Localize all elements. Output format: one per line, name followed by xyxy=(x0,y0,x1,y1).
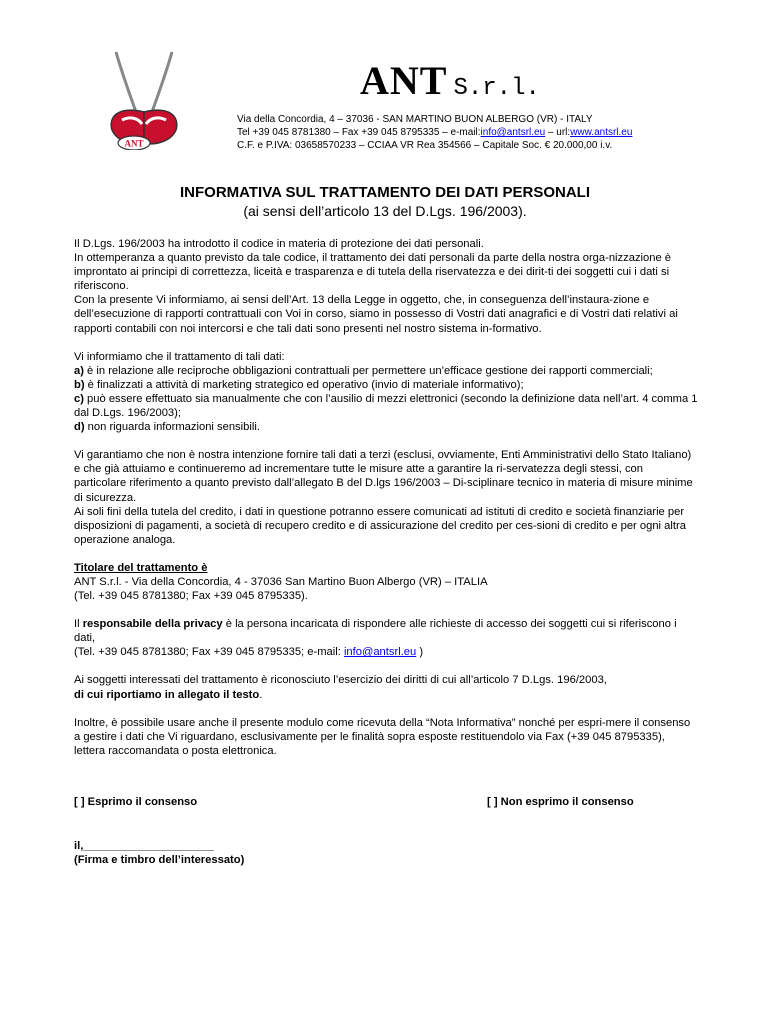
privacy-contact-pre: (Tel. +39 045 8781380; Fax +39 045 8795335; e-mail: xyxy=(74,646,344,659)
item-letter: a) xyxy=(74,364,84,377)
guarantee-paragraph: Ai soli fini della tutela del credito, i dati in questione potranno essere comunicati ad istituti di credito e società finanziarie per disposizioni di pagamenti, a società di recupero credito e di assicurazione del credito per ces-sioni di credito e per ogni altra operazione analoga. xyxy=(74,505,686,546)
titolare-line: ANT S.r.l. - Via della Concordia, 4 - 37036 San Martino Buon Albergo (VR) – ITALIA xyxy=(74,575,488,588)
signature-label: (Firma e timbro dell’interessato) xyxy=(74,854,245,866)
consent-no-checkbox[interactable]: [ ] Non esprimo il consenso xyxy=(487,796,634,808)
body-text xyxy=(74,237,698,758)
rights-end: . xyxy=(259,688,263,701)
intro-paragraph: Con la presente Vi informiamo, ai sensi dell’Art. 13 della Legge in oggetto, che, in conseguenza dell’instaura-zione e dell’esecuzione di rapporti contrattuali con Voi in corso, siamo in possesso di Vostri dati anagrafici e di Vostri dati relativi ai rapporti contabili con noi intercorsi e che tali dati sono presenti nel nostro sistema in-formativo. xyxy=(74,294,678,335)
intro-paragraph: In ottemperanza a quanto previsto da tale codice, il trattamento dei dati personali da parte della nostra orga-nizzazione è improntato ai principi di correttezza, liceità e trasparenza e di tutela della riservatezza e dei dirit-ti dei soggetti cui i dati si riferiscono. xyxy=(74,252,672,293)
company-main: ANT xyxy=(360,58,448,103)
treatment-lead: Vi informiamo che il trattamento di tali dati: xyxy=(74,350,285,363)
item-letter: c) xyxy=(74,392,84,405)
treatment-item xyxy=(74,420,698,434)
ant-logo-icon xyxy=(104,50,184,150)
item-letter: d) xyxy=(74,421,85,434)
privacy-contact-post: ) xyxy=(416,646,424,659)
item-text: non riguarda informazioni sensibili. xyxy=(84,421,260,434)
titolare-line: (Tel. +39 045 8781380; Fax +39 045 8795335). xyxy=(74,590,308,603)
header-url-link[interactable]: www.antsrl.eu xyxy=(570,127,633,138)
privacy-contact xyxy=(74,645,698,659)
privacy-bold: responsabile della privacy xyxy=(82,618,223,631)
treatment-item xyxy=(74,392,698,420)
signature-block xyxy=(74,839,244,867)
consent-yes-checkbox[interactable]: [ ] Esprimo il consenso xyxy=(74,796,198,808)
company-address: Via della Concordia, 4 – 37036 - SAN MARTINO BUON ALBERGO (VR) - ITALY xyxy=(237,114,593,125)
treatment-item xyxy=(74,364,698,378)
company-contacts xyxy=(237,126,632,139)
item-text: è in relazione alle reciproche obbligazioni contrattuali per permettere un’efficace gestione dei rapporti commerciali; xyxy=(83,364,653,377)
privacy-pre: Il xyxy=(74,618,83,631)
item-text: può essere effettuato sia manualmente che con l’ausilio di mezzi elettronici (secondo la definizione data nell’art. 4 comma 1 dal D.Lgs. 196/2003); xyxy=(74,392,698,420)
privacy-email-link[interactable]: info@antsrl.eu xyxy=(343,646,417,659)
company-suffix: S.r.l. xyxy=(453,75,540,102)
rights-text: Ai soggetti interessati del trattamento è riconosciuto l’esercizio dei diritti di cui all’articolo 7 D.Lgs. 196/2003, xyxy=(74,674,607,687)
company-name xyxy=(360,57,540,104)
contact-prefix: Tel +39 045 8781380 – Fax +39 045 8795335 – e-mail: xyxy=(237,127,481,138)
date-line[interactable]: il,_____________________ xyxy=(74,840,214,852)
item-letter: b) xyxy=(74,378,85,391)
titolare-heading: Titolare del trattamento è xyxy=(74,561,208,574)
receipt-paragraph: Inoltre, è possibile usare anche il presente modulo come ricevuta della “Nota Informativa” nonché per espri-mere il consenso a gestire i dati che Vi riguardano, esclusivamente per le finalità sopra esposte restituendolo via Fax (+39 045 8795335), lettera raccomandata o posta elettronica. xyxy=(74,716,691,757)
rights-bold: di cui riportiamo in allegato il testo xyxy=(74,688,260,701)
document-subtitle: (ai sensi dell’articolo 13 del D.Lgs. 196/2003). xyxy=(243,203,527,219)
url-prefix: – url: xyxy=(545,127,571,138)
header-email-link[interactable]: info@antsrl.eu xyxy=(480,127,546,138)
intro-paragraph: Il D.Lgs. 196/2003 ha introdotto il codice in materia di protezione dei dati personali. xyxy=(74,238,484,250)
logo-text: ANT xyxy=(124,138,144,149)
document-title: INFORMATIVA SUL TRATTAMENTO DEI DATI PERSONALI xyxy=(180,184,590,201)
privacy-paragraph xyxy=(74,617,698,645)
item-text: è finalizzati a attività di marketing strategico ed operativo (invio di materiale informativo); xyxy=(84,378,524,391)
company-fiscal: C.F. e P.IVA: 03658570233 – CCIAA VR Rea 354566 – Capitale Soc. € 20.000,00 i.v. xyxy=(237,140,613,151)
guarantee-paragraph: Vi garantiamo che non è nostra intenzione fornire tali dati a terzi (esclusi, ovviamente, Enti Amministrativi dello Stato Italiano) e che già attuiamo e continueremo ad incrementare tutte le misure atte a garantire la ri-servatezza degli stessi, con particolare riferimento a quanto previsto dall’allegato B del D.lgs 196/2003 – Di-sciplinare tecnico in materia di misure minime di sicurezza. xyxy=(74,449,693,504)
rights-paragraph xyxy=(74,673,698,701)
treatment-item xyxy=(74,378,698,392)
privacy-post: è la persona incaricata di rispondere alle richieste di accesso dei soggetti cui si riferiscono i dati, xyxy=(74,618,677,645)
